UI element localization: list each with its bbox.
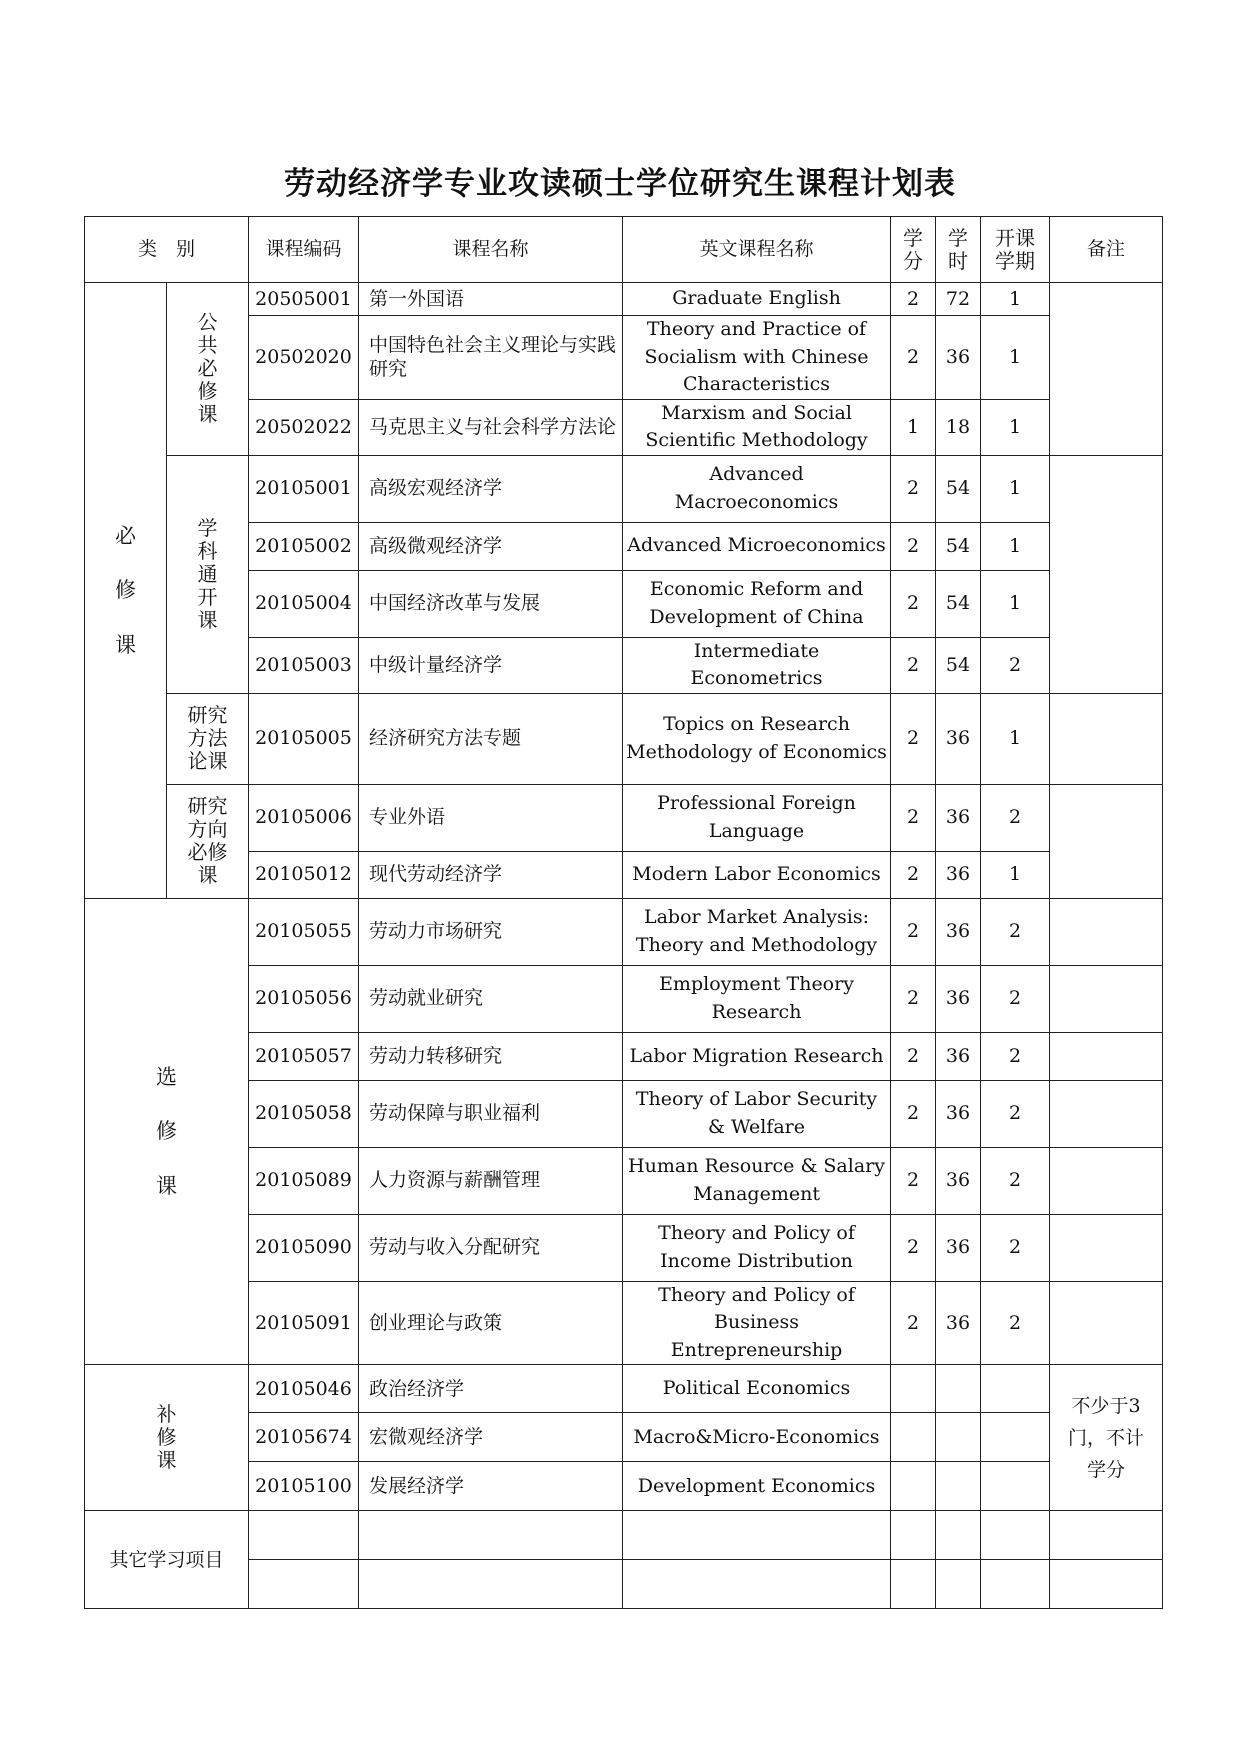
table-row [85, 693, 1163, 784]
header-code: 课程编码 [249, 217, 359, 283]
group-elective-label: 选修课 [156, 1064, 177, 1198]
course-remarks [1050, 455, 1163, 693]
course-name: 中国特色社会主义理论与实践研究 [359, 316, 623, 400]
course-english-name: Theory and Policy of Income Distribution [623, 1214, 891, 1281]
course-credits: 2 [891, 283, 936, 316]
course-hours: 36 [936, 784, 981, 851]
course-credits [891, 1365, 936, 1413]
course-name: 中国经济改革与发展 [359, 570, 623, 637]
table-row [85, 283, 1163, 316]
course-english-name: Graduate English [623, 283, 891, 316]
other-row [85, 1511, 1163, 1560]
course-code: 20105006 [249, 784, 359, 851]
course-semester: 2 [981, 898, 1050, 965]
course-name: 现代劳动经济学 [359, 851, 623, 898]
empty-cell [359, 1560, 623, 1609]
course-credits: 2 [891, 522, 936, 570]
empty-cell [249, 1511, 359, 1560]
group-required-label: 必修课 [115, 523, 136, 657]
subgroup-public-required-label: 公共必修课 [197, 310, 218, 427]
remedial-note: 不少于3门，不计学分 [1068, 1394, 1145, 1482]
course-english-name: Marxism and Social Scientific Methodology [623, 399, 891, 455]
empty-cell [359, 1511, 623, 1560]
course-english-name: Advanced Microeconomics [623, 522, 891, 570]
course-credits: 2 [891, 1032, 936, 1080]
course-remarks [1050, 965, 1163, 1032]
course-code: 20505001 [249, 283, 359, 316]
course-credits: 2 [891, 1281, 936, 1365]
table-row [85, 455, 1163, 522]
course-semester: 1 [981, 851, 1050, 898]
course-hours: 36 [936, 1032, 981, 1080]
course-hours: 72 [936, 283, 981, 316]
course-credits [891, 1462, 936, 1511]
course-code: 20105003 [249, 637, 359, 693]
course-name: 马克思主义与社会科学方法论 [359, 399, 623, 455]
group-required [85, 283, 167, 899]
course-english-name: Intermediate Econometrics [623, 637, 891, 693]
course-name: 劳动与收入分配研究 [359, 1214, 623, 1281]
course-code: 20105091 [249, 1281, 359, 1365]
course-semester: 2 [981, 965, 1050, 1032]
course-hours [936, 1413, 981, 1462]
course-credits: 2 [891, 637, 936, 693]
course-code: 20105004 [249, 570, 359, 637]
course-english-name: Modern Labor Economics [623, 851, 891, 898]
course-remarks [1050, 1147, 1163, 1214]
course-code: 20105090 [249, 1214, 359, 1281]
course-name: 经济研究方法专题 [359, 693, 623, 784]
empty-cell [936, 1511, 981, 1560]
course-credits: 2 [891, 1214, 936, 1281]
course-semester: 2 [981, 1214, 1050, 1281]
course-english-name: Macro&Micro-Economics [623, 1413, 891, 1462]
course-hours: 36 [936, 1147, 981, 1214]
header-remarks: 备注 [1050, 217, 1163, 283]
group-remedial [85, 1365, 249, 1511]
course-english-name: Advanced Macroeconomics [623, 455, 891, 522]
course-english-name: Employment Theory Research [623, 965, 891, 1032]
subgroup-discipline-core-label: 学科通开课 [197, 515, 218, 632]
course-english-name: Development Economics [623, 1462, 891, 1511]
group-other: 其它学习项目 [85, 1511, 249, 1609]
subgroup-research-direction [167, 784, 249, 898]
course-english-name: Theory of Labor Security & Welfare [623, 1080, 891, 1147]
course-semester [981, 1365, 1050, 1413]
course-code: 20105055 [249, 898, 359, 965]
course-plan-table [84, 216, 1163, 1609]
header-name: 课程名称 [359, 217, 623, 283]
course-hours: 36 [936, 965, 981, 1032]
course-semester: 1 [981, 693, 1050, 784]
course-semester: 1 [981, 283, 1050, 316]
subgroup-research-direction-label: 研究方向必修课 [187, 794, 228, 888]
group-elective [85, 898, 249, 1365]
course-name: 发展经济学 [359, 1462, 623, 1511]
course-credits: 1 [891, 399, 936, 455]
course-semester: 1 [981, 522, 1050, 570]
course-hours: 18 [936, 399, 981, 455]
course-hours: 36 [936, 1214, 981, 1281]
course-credits: 2 [891, 1080, 936, 1147]
course-english-name: Theory and Practice of Socialism with Chinese Characteristics [623, 316, 891, 400]
course-english-name: Economic Reform and Development of China [623, 570, 891, 637]
empty-cell [936, 1560, 981, 1609]
course-semester: 2 [981, 637, 1050, 693]
course-code: 20105046 [249, 1365, 359, 1413]
course-code: 20105001 [249, 455, 359, 522]
empty-cell [1050, 1511, 1163, 1560]
course-english-name: Professional Foreign Language [623, 784, 891, 851]
course-code: 20105058 [249, 1080, 359, 1147]
empty-cell [981, 1560, 1050, 1609]
course-code: 20502020 [249, 316, 359, 400]
course-semester: 1 [981, 316, 1050, 400]
course-credits: 2 [891, 693, 936, 784]
course-credits: 2 [891, 570, 936, 637]
course-code: 20105057 [249, 1032, 359, 1080]
empty-cell [623, 1560, 891, 1609]
course-hours [936, 1365, 981, 1413]
course-hours: 36 [936, 1281, 981, 1365]
course-code: 20105100 [249, 1462, 359, 1511]
course-hours [936, 1462, 981, 1511]
course-code: 20502022 [249, 399, 359, 455]
header-credits: 学分 [891, 217, 936, 283]
course-name: 宏微观经济学 [359, 1413, 623, 1462]
course-english-name: Political Economics [623, 1365, 891, 1413]
course-remarks [1050, 1032, 1163, 1080]
course-name: 高级微观经济学 [359, 522, 623, 570]
course-semester: 2 [981, 1032, 1050, 1080]
page-title: 劳动经济学专业攻读硕士学位研究生课程计划表 [284, 166, 956, 202]
course-name: 劳动就业研究 [359, 965, 623, 1032]
course-semester: 2 [981, 1281, 1050, 1365]
course-remarks [1050, 1214, 1163, 1281]
course-hours: 36 [936, 1080, 981, 1147]
header-category: 类 别 [85, 217, 249, 283]
course-name: 劳动力转移研究 [359, 1032, 623, 1080]
course-name: 劳动保障与职业福利 [359, 1080, 623, 1147]
course-hours: 36 [936, 898, 981, 965]
course-code: 20105674 [249, 1413, 359, 1462]
header-english-name: 英文课程名称 [623, 217, 891, 283]
course-name: 第一外国语 [359, 283, 623, 316]
subgroup-public-required [167, 283, 249, 456]
course-semester [981, 1462, 1050, 1511]
course-code: 20105012 [249, 851, 359, 898]
course-credits: 2 [891, 1147, 936, 1214]
course-hours: 54 [936, 455, 981, 522]
course-english-name: Topics on Research Methodology of Economics [623, 693, 891, 784]
course-remarks [1050, 898, 1163, 965]
course-semester: 2 [981, 1080, 1050, 1147]
course-credits: 2 [891, 898, 936, 965]
empty-cell [981, 1511, 1050, 1560]
course-credits: 2 [891, 784, 936, 851]
course-code: 20105056 [249, 965, 359, 1032]
course-hours: 36 [936, 693, 981, 784]
course-remarks [1050, 1080, 1163, 1147]
course-english-name: Human Resource & Salary Management [623, 1147, 891, 1214]
course-semester [981, 1413, 1050, 1462]
course-name: 高级宏观经济学 [359, 455, 623, 522]
course-code: 20105002 [249, 522, 359, 570]
course-code: 20105005 [249, 693, 359, 784]
course-name: 专业外语 [359, 784, 623, 851]
empty-cell [891, 1560, 936, 1609]
course-hours: 54 [936, 637, 981, 693]
course-english-name: Theory and Policy of Business Entrepreneurship [623, 1281, 891, 1365]
course-semester: 1 [981, 455, 1050, 522]
empty-cell [1050, 1560, 1163, 1609]
group-remedial-label: 补修课 [156, 1402, 177, 1473]
course-credits [891, 1413, 936, 1462]
subgroup-research-method-label: 研究方法论课 [187, 703, 228, 774]
course-name: 劳动力市场研究 [359, 898, 623, 965]
course-hours: 36 [936, 851, 981, 898]
course-english-name: Labor Migration Research [623, 1032, 891, 1080]
header-row [85, 217, 1163, 283]
course-name: 中级计量经济学 [359, 637, 623, 693]
empty-cell [891, 1511, 936, 1560]
subgroup-research-method [167, 693, 249, 784]
course-remarks [1050, 1281, 1163, 1365]
course-name: 政治经济学 [359, 1365, 623, 1413]
table-row [85, 898, 1163, 965]
course-credits: 2 [891, 316, 936, 400]
course-english-name: Labor Market Analysis: Theory and Methodology [623, 898, 891, 965]
course-name: 创业理论与政策 [359, 1281, 623, 1365]
empty-cell [623, 1511, 891, 1560]
header-semester: 开课学期 [981, 217, 1050, 283]
course-credits: 2 [891, 851, 936, 898]
course-hours: 54 [936, 522, 981, 570]
course-semester: 1 [981, 570, 1050, 637]
table-row [85, 784, 1163, 851]
course-name: 人力资源与薪酬管理 [359, 1147, 623, 1214]
course-semester: 2 [981, 784, 1050, 851]
course-remarks [1050, 784, 1163, 898]
course-semester: 1 [981, 399, 1050, 455]
empty-cell [249, 1560, 359, 1609]
course-credits: 2 [891, 455, 936, 522]
course-remarks [1050, 283, 1163, 456]
course-hours: 36 [936, 316, 981, 400]
table-row [85, 1365, 1163, 1413]
course-hours: 54 [936, 570, 981, 637]
course-semester: 2 [981, 1147, 1050, 1214]
course-credits: 2 [891, 965, 936, 1032]
header-hours: 学时 [936, 217, 981, 283]
course-remarks [1050, 693, 1163, 784]
course-code: 20105089 [249, 1147, 359, 1214]
subgroup-discipline-core [167, 455, 249, 693]
course-remarks [1050, 1365, 1163, 1511]
